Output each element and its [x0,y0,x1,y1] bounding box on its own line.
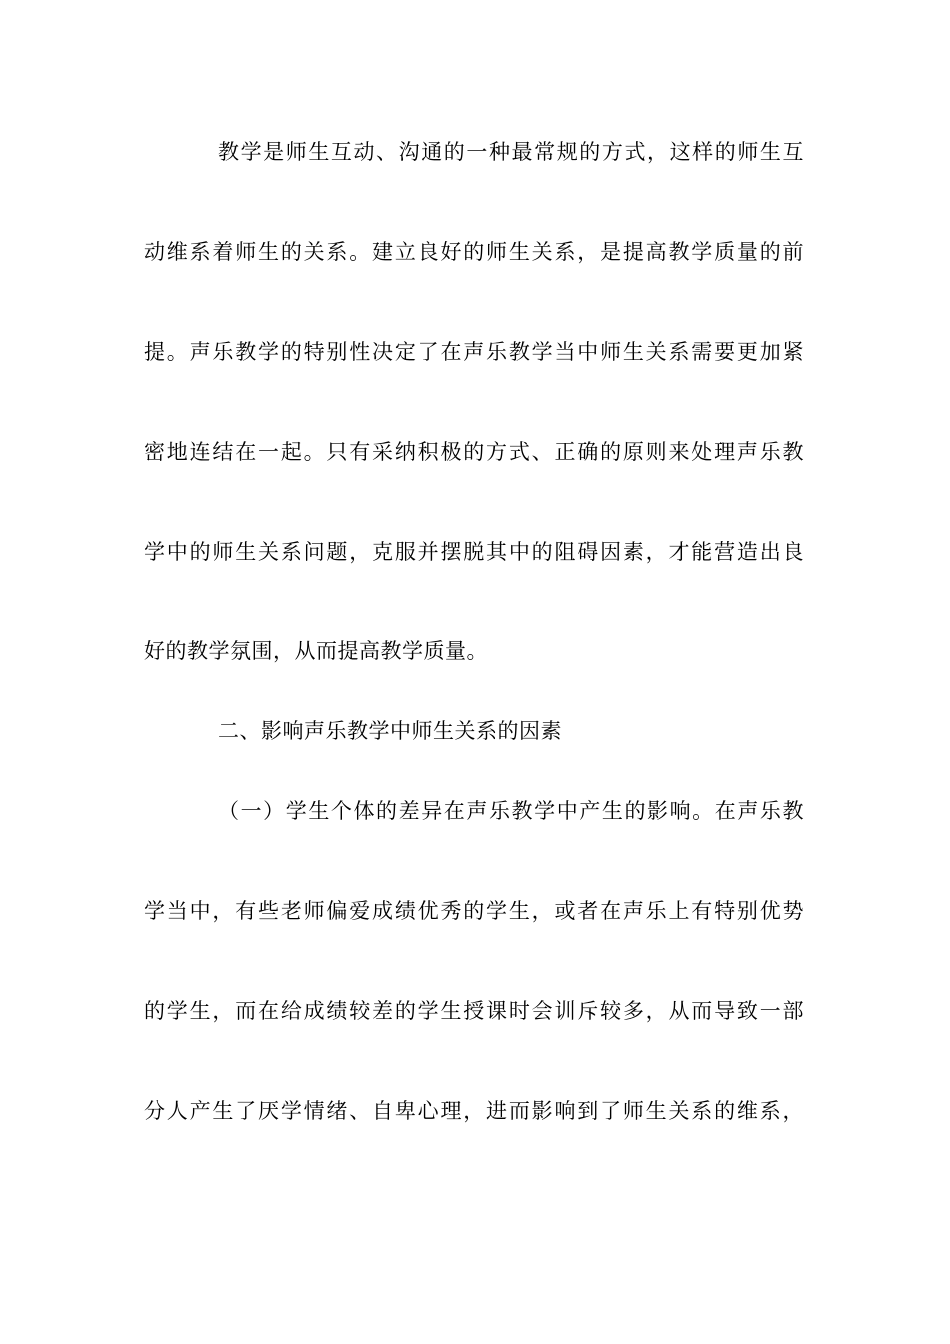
paragraph-line: 提。声乐教学的特别性决定了在声乐教学当中师生关系需要更加紧 [144,340,804,364]
paragraph-line: （一）学生个体的差异在声乐教学中产生的影响。在声乐教 [218,799,804,823]
section-heading: 二、影响声乐教学中师生关系的因素 [218,719,562,743]
paragraph-line: 密地连结在一起。只有采纳积极的方式、正确的原则来处理声乐教 [144,440,804,464]
paragraph-line: 学中的师生关系问题，克服并摆脱其中的阻碍因素，才能营造出良 [144,540,804,564]
paragraph-line: 动维系着师生的关系。建立良好的师生关系，是提高教学质量的前 [144,240,804,264]
paragraph-line: 教学是师生互动、沟通的一种最常规的方式，这样的师生互 [218,140,804,164]
paragraph-line: 学当中，有些老师偏爱成绩优秀的学生，或者在声乐上有特别优势 [144,899,804,923]
paragraph-line: 的学生，而在给成绩较差的学生授课时会训斥较多，从而导致一部 [144,999,804,1023]
paragraph-line: 分人产生了厌学情绪、自卑心理，进而影响到了师生关系的维系， [144,1099,804,1123]
paragraph-line: 好的教学氛围，从而提高教学质量。 [144,639,488,663]
